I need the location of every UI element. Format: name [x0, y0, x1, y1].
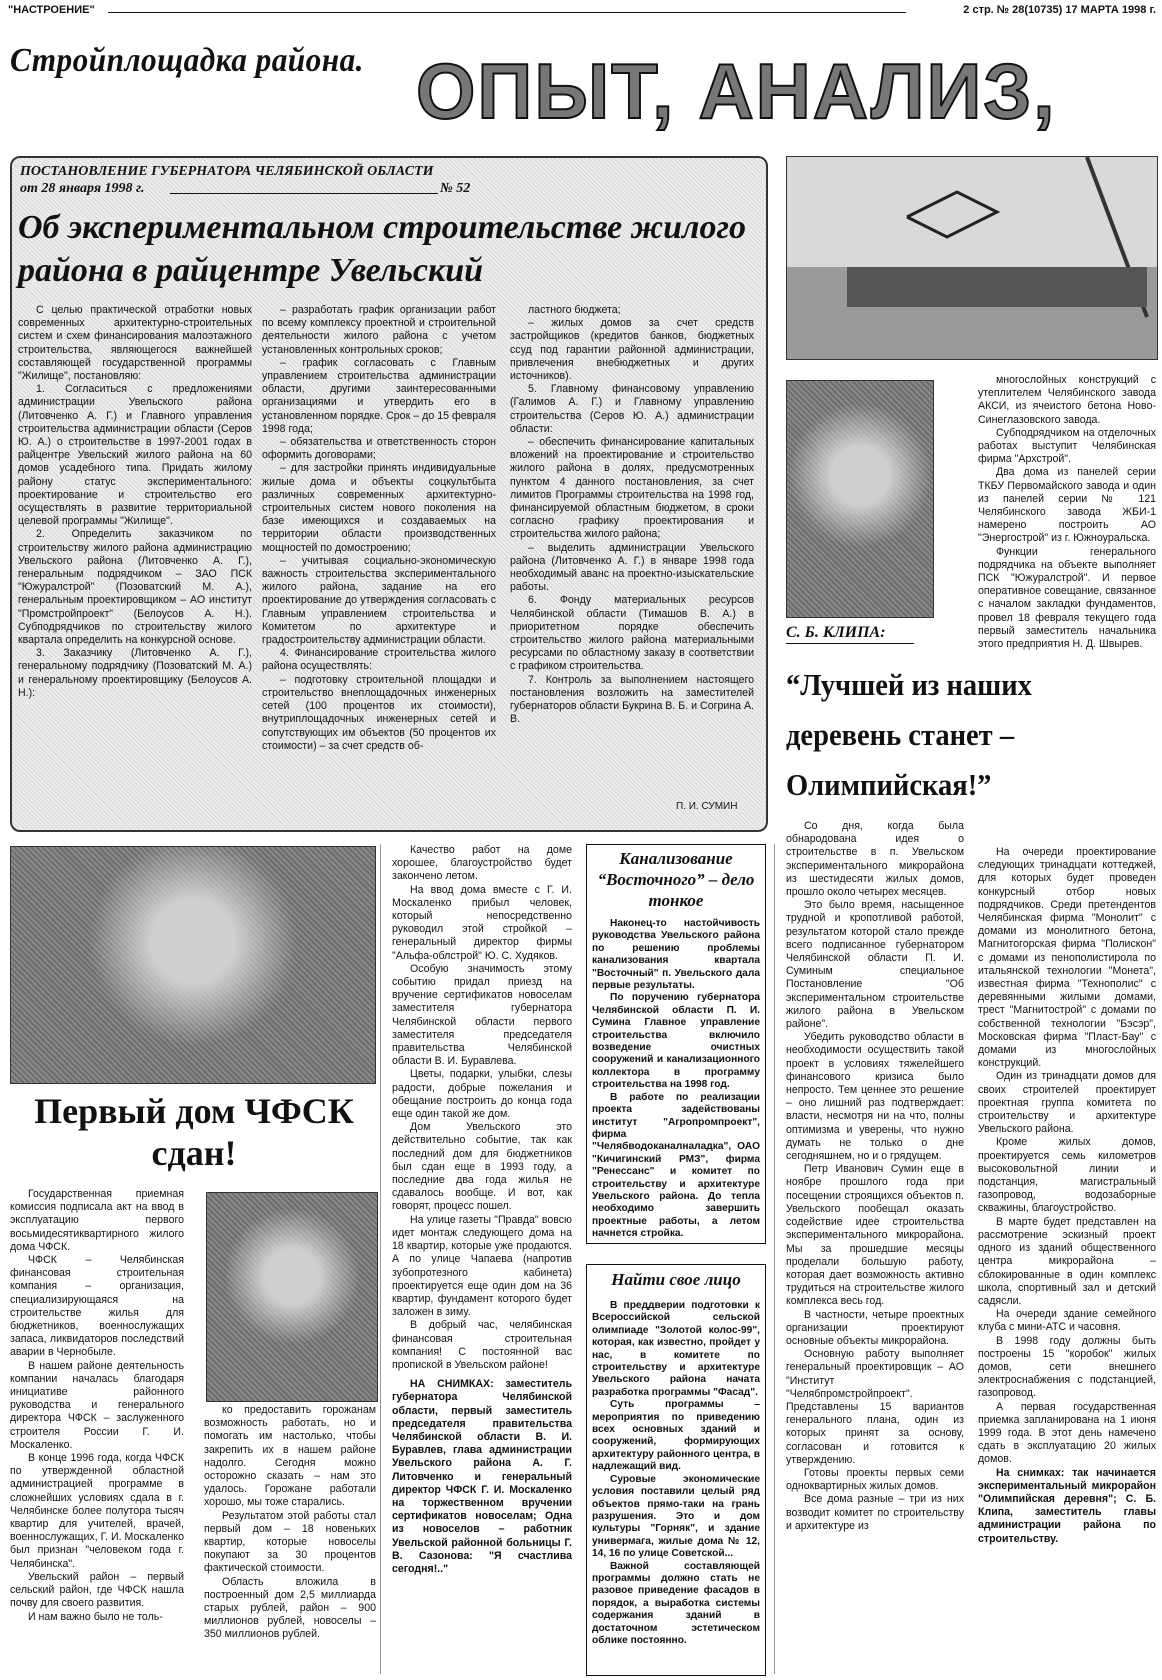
paragraph: В марте будет представлен на рассмотрение эскизный проект одного из зданий общественного центра микрорайона – сблокированные в один комплекс школа, спортивный зал и детский садясли.: [978, 1215, 1156, 1307]
paragraph: Суть программы – мероприятия по приведению всех основных зданий и сооружений, формирующих архитектуру районного центра, в надлежащий вид.: [592, 1399, 760, 1473]
paragraph: На ввод дома вместе с Г. И. Москаленко прибыл человек, который непосредственно руководил этой стройкой – генеральный директор фирмы "Альфа-облстрой" Ю. С. Худяков.: [392, 883, 572, 962]
photo-caption: На снимках: так начинается экспериментальный микрорайон "Олимпийская деревня"; С. Б. Клипа, заместитель главы администрации района по строительству.: [978, 1466, 1156, 1545]
paragraph: Основную работу выполняет генеральный проектировщик – АО "Институт "Челябпромстройпроект". Представлены 15 вариантов генерального плана, один из которых принят за основу, согласован и готовится к утверждению.: [786, 1348, 964, 1466]
column-divider: [774, 844, 775, 1674]
first-house-column-3: [392, 844, 572, 1576]
first-house-column-1: [10, 1188, 184, 1624]
decree-title: Об экспериментальном строительстве жилого района в райцентре Увельский: [18, 209, 746, 289]
paragraph: На очереди здание семейного клуба с мини-АТС и часовня.: [978, 1308, 1156, 1334]
paragraph: Со дня, когда была обнародована идея о строительстве в п. Увельском экспериментального микрорайона из шестидесяти жилых домов, прошло около четырех месяцев.: [786, 820, 964, 899]
decree-heading: ПОСТАНОВЛЕНИЕ ГУБЕРНАТОРА ЧЕЛЯБИНСКОЙ ОБЛАСТИ: [20, 164, 434, 179]
paragraph: В нашем районе деятельность компании началась благодаря инициативе районного руководства и генерального директора ЧФСК – заслуженного строителя России Г. И. Москаленко.: [10, 1359, 184, 1451]
paragraph: Государственная приемная комиссия подписала акт на ввод в эксплуатацию первого восьмидесятиквартирного жилого дома ЧФСК.: [10, 1188, 184, 1253]
paragraph: На улице газеты "Правда" вовсю идет монтаж следующего дома на 18 квартир, которые уже продаются. А по улице Чапаева (напротив зубопротезного кабинета) проектируется еще один дом на 36 квартир, фундамент которого будет заложен в зиму.: [392, 1213, 572, 1319]
column-divider: [380, 844, 381, 1674]
paragraph: В работе по реализации проекта задействованы институт "Агропромпроект", фирма "Челябводоканалналадка", ОАО "Кичигинский РМЗ", фирма "Ренессанс" и комитет по строительству и архитектуре Увельского района. До тепла необходимо завершить проектные работы, а летом начнется стройка.: [592, 1091, 760, 1240]
photo-highlight: [11, 847, 375, 1083]
sewer-title: Канализование “Восточного” – дело тонкое: [597, 849, 755, 910]
paragraph: Качество работ на доме хорошее, благоустройство будет закончено летом.: [392, 844, 572, 883]
paragraph: 6. Фонду материальных ресурсов Челябинской области (Тимашов В. А.) в приоритетном порядке обеспечить строительство жилого района материальными ресурсами по областному заказу в соответствии с графиком строительства.: [510, 594, 754, 673]
paragraph: Это было время, насыщенное трудной и кропотливой работой, результатом которой стало прежде всего подписанное губернатором Челябинской области П. И. Суминым специальное Постановление "Об экспериментальном строительстве жилого района в Увельском районе".: [786, 899, 964, 1031]
paragraph: А первая государственная приемка запланирована на 1 июня 1999 года. В этот день намечено сдать в эксплуатацию 20 жилых домов.: [978, 1400, 1156, 1466]
paragraph: ластного бюджета;: [528, 304, 621, 316]
ceremony-photo: [10, 846, 376, 1084]
klipa-text-b: [786, 820, 964, 1533]
decree-signature: П. И. СУМИН: [676, 801, 738, 812]
headline-line-1: Первый дом ЧФСК: [34, 1091, 354, 1131]
paragraph: 7. Контроль за выполнением настоящего постановления возложить на заместителей губернаторов области Букрина В. Б. и Согрина А. В.: [510, 673, 754, 726]
klipa-caption-rule: [786, 643, 914, 644]
paragraph: – учитывая социально-экономическую важность строительства экспериментального жилого района, задание на его проектирование до утверждения согласовать с Главным управлением строительства и Комитетом по архитектуре и градостроительству администрации области.: [262, 554, 496, 647]
decree-column-3: [510, 304, 754, 727]
decree-column-1: [18, 304, 252, 700]
paragraph: Увельский район – первый сельский район, где ЧФСК нашла почву для своего развития.: [10, 1570, 184, 1610]
paragraph: Область вложила в построенный дом 2,5 миллиарда старых рублей, район – 900 миллионов рублей, новоселы – 350 миллионов рублей.: [204, 1575, 376, 1641]
headline-line-2: сдан!: [151, 1133, 237, 1173]
paragraph: В конце 1996 года, когда ЧФСК по утвержденной областной администрацией программе в сложнейших условиях сдала в г. Челябинске более полутора тысяч квартир для учителей, врачей, военнослужащих, Г. И. Москаленко был признан "человеком года г. Челябинска".: [10, 1452, 184, 1570]
paragraph: – разработать график организации работ по всему комплексу проектной и строительной деятельности жилого района с учетом установленных контрольных сроков;: [262, 304, 496, 356]
paragraph: многослойных конструкций с утеплителем Челябинского завода АКСИ, из ячеистого бетона Ново-Синеглазовского завода.: [978, 374, 1156, 426]
section-name: "НАСТРОЕНИЕ": [8, 4, 95, 16]
paragraph: На очереди проектирование следующих тринадцати коттеджей, для которых будет проведен конкурсный отбор новых подрядчиков. Среди претендентов Челябинская фирма "Монолит" с домами из монолитного бетона, Магнитогорская фирма "Полискон" с домами из пенополистирола по итальянской технологии "Монета", известная фирма "Технополис" с деревянными жилыми домами, трест "Магнитострой" с домами по собственной технологии "Бэсэр", Московская фирма "Пласт-Бау" с домами из многослойных конструкций.: [978, 846, 1156, 1070]
paragraph: 2. Определить заказчиком по строительству жилого района администрацию Увельского района (Литовченко А. Г.), генеральным подрядчиком – ЗАО ПСК "Южуралстрой" (Позоватский М. А.), генеральным проектировщиком – АО институт "Промстройпроект" (Белоусов А. Н.). Субподрядчиков по строительству жилого квартала определить на конкурсной основе.: [18, 528, 252, 647]
face-title: Найти свое лицо: [611, 1270, 741, 1289]
sewer-text: [592, 918, 760, 1241]
klipa-caption: С. Б. КЛИПА:: [786, 624, 886, 641]
paragraph: – для застройки принять индивидуальные жилые дома и объекты соцкультбыта различных современных архитектурно-строительных систем нового поколения на базе имеющихся и создаваемых на территории области производственных мощностей по домостроению;: [262, 462, 496, 554]
paragraph: Субподрядчиком на отделочных работах выступит Челябинская фирма "Архстрой".: [978, 426, 1156, 466]
paragraph: Важной составляющей программы должно стать не разовое приведение фасадов в порядок, а выработка системы содержания зданий в достаточном эстетическом облике постоянно.: [592, 1560, 760, 1646]
decree-number: № 52: [440, 181, 471, 196]
paragraph: Один из тринадцати домов для своих строителей проектирует проектная группа комитета по строительству и архитектуре Увельского района.: [978, 1070, 1156, 1136]
paragraph: ЧФСК – Челябинская финансовая строительная компания – организация, специализирующаяся на строительстве жилья для бюджетников, военнослужащих запаса, ликвидаторов последствий аварии в Чернобыле.: [10, 1254, 184, 1359]
paragraph: Наконец-то настойчивость руководства Увельского района по решению проблемы канализования квартала "Восточный" п. Увельского дала первые результаты.: [592, 918, 760, 992]
crane-illustration: [787, 157, 1157, 359]
paragraph: 4. Финансирование строительства жилого района осуществлять:: [262, 647, 496, 673]
paragraph: Суровые экономические условия поставили целый ряд объектов прямо-таки на грань разрушения. Это и дом культуры "Горняк", и здание универмага, жилые дома № 12, 14, 16 по улице Советской...: [592, 1473, 760, 1560]
masthead-line: [8, 4, 1156, 24]
paragraph: ко предоставить горожанам возможность работать, но и помогать им настолько, чтобы закрепить их в нашем районе надолго. Сегодня можно осторожно сказать – нам это удалось. Горожане работали хорошо, мы тоже старались.: [204, 1404, 376, 1509]
paragraph: – график согласовать с Главным управлением строительства администрации области, другими заинтересованными организациями и утвердить его в установленном порядке. Срок – до 15 февраля 1998 года;: [262, 356, 496, 435]
paragraph: – обязательства и ответственность сторон оформить договорами;: [262, 436, 496, 462]
paragraph: Цветы, подарки, улыбки, слезы радости, добрые пожелания и обещание построить до конца года еще один такой же дом.: [392, 1068, 572, 1121]
header-rule: [108, 12, 906, 13]
klipa-headline: “Лучшей из наших деревень станет – Олимпийская!”: [786, 667, 1032, 802]
paragraph: По поручению губернатора Челябинской области П. И. Сумина Главное управление строительства включило возведение очистных сооружений и канализационного коллектора в программу строительства на 1998 год.: [592, 992, 760, 1091]
rubric-title: Стройплощадка района.: [10, 42, 364, 79]
face-text: [592, 1300, 760, 1647]
paragraph: Готовы проекты первых семи одноквартирных жилых домов.: [786, 1466, 964, 1493]
issue-info: 2 стр. № 28(10735) 17 МАРТА 1998 г.: [963, 4, 1156, 16]
first-house-headline: [14, 1090, 374, 1174]
paragraph: Дом Увельского это действительно событие, так как последний дом для бюджетников был сдан еще в 1993 году, а последние два года жилья не сдавалось вообще. И вот, как говорят, процесс пошел.: [392, 1121, 572, 1213]
paragraph: Результатом этой работы стал первый дом – 18 новеньких квартир, которые новоселы покупают за 30 процентов фактической стоимости.: [204, 1509, 376, 1575]
paragraph: В добрый час, челябинская финансовая строительная компания! С постоянной вас пропиской в Увельском районе!: [392, 1319, 572, 1371]
portrait-highlight: [207, 1193, 377, 1401]
paragraph: Функции генерального подрядчика на объекте выполняет ПСК "Южуралстрой". И первое оперативное совещание, связанное с началом закладки фундаментов, провел 18 февраля текущего года первый заместитель начальника этого предприятия Н. Д. Швырев.: [978, 545, 1156, 651]
paragraph: С целью практической отработки новых современных архитектурно-строительных систем и схем финансирования малоэтажного строительства, являющегося важнейшей составляющей государственной программы "Жилище", постановляю:: [18, 304, 252, 383]
paragraph: В 1998 году должны быть построены 15 "коробок" жилых домов, сети внешнего электроснабжения с подстанцией, газопровод.: [978, 1334, 1156, 1400]
novosel-portrait: [206, 1192, 378, 1402]
paragraph: – обеспечить финансирование капитальных вложений на проектирование и строительство жилого района в долях, предусмотренных пунктом 4 данного постановления, за счет лимитов Программы строительства на 1998 год, финансируемой областным бюджетом, в сроки согласно графику проектирования и строительства жилого района;: [510, 436, 754, 541]
paragraph: И нам важно было не толь-: [28, 1610, 163, 1623]
paragraph: – жилых домов за счет средств застройщиков (кредитов банков, бюджетных ссуд под гарантии районной администрации, привлечения внебюджетных и других источников).: [510, 317, 754, 383]
paragraph: Особую значимость этому событию придал приезд на вручение сертификатов новоселам заместителя губернатора Челябинской области первого заместителя председателя правительства Челябинской области В. И. Буравлева.: [392, 962, 572, 1068]
paragraph: В частности, четыре проектных организации проектируют основные объекты микрорайона.: [786, 1308, 964, 1347]
klipa-portrait: [786, 380, 934, 618]
banner-title: ОПЫТ, АНАЛИЗ,: [416, 47, 1057, 135]
decree-date: от 28 января 1998 г.: [20, 181, 145, 196]
decree-date-rule: [170, 193, 438, 194]
decree-column-2: [262, 304, 496, 753]
paragraph: 3. Заказчику (Литовченко А. Г.), генеральному подрядчику (Позоватский М. А.) и генеральному проектировщику (Белоусов А. Н.):: [18, 647, 252, 699]
first-house-column-2: [204, 1404, 376, 1642]
paragraph: В преддверии подготовки к Всероссийской сельской олимпиаде "Золотой колос-99", которая, как известно, пройдет у нас, в комитете по строительству и архитектуре Увельского района начата разработка программы "Фасад".: [592, 1300, 760, 1398]
paragraph: – выделить администрации Увельского района (Литовченко А. Г.) в январе 1998 года необходимый аванс на проектно-изыскательские работы.: [510, 541, 754, 594]
paragraph: Кроме жилых домов, проектируется семь километров высоковольтной линии и подстанция, магистральный газопровод, водозаборные скважины, благоустройство.: [978, 1136, 1156, 1215]
paragraph: – подготовку строительной площадки и строительство внеплощадочных инженерных сетей (100 процентов их стоимости), внутриплощадочных инженерных сетей и сопутствующих им объектов (50 процентов их стоимости) – за счет средств об-: [262, 673, 496, 752]
paragraph: 1. Согласиться с предложениями администрации Увельского района (Литовченко А. Г.) и Главного управления строительства администрации области (Серов Ю. А.) о строительстве в 1997-2001 годах в райцентре Увельский жилого района на 60 домов усадебного типа. Придать жилому району статус экспериментального: проектирование и строительство его осуществлять в развитие территориальной целевой программы "Жилище".: [18, 383, 252, 528]
portrait-highlight: [787, 381, 933, 617]
paragraph: Петр Иванович Сумин еще в ноябре прошлого года при посещении строящихся объектов п. Увельского пообещал оказать содействие идее строительства экспериментального микрорайона. Мы за прошедшие месяцы проделали большую работу, которая дает возможность активно трудиться на строительстве жилого комплекса весь год.: [786, 1163, 964, 1308]
construction-photo: [786, 156, 1158, 360]
klipa-text-c: [978, 846, 1156, 1546]
paragraph: Убедить руководство области в необходимости осуществить такой проект в условиях тяжелейшего финансового кризиса было непросто. Тем ценнее это решение – оно лишний раз подтверждает: власти, несмотря ни на что, полны оптимизма и уверены, что нужно думать не только о дне сегодняшнем, но и о грядущем.: [786, 1031, 964, 1163]
paragraph: Два дома из панелей серии ТКБУ Первомайского завода и один из панелей серии № 121 Челябинского завода ЖБИ-1 намерено построить АО "Энергострой" из г. Южноуральска.: [978, 466, 1156, 545]
paragraph: Все дома разные – три из них возводит комитет по строительству и архитектуре из: [786, 1493, 964, 1532]
paragraph: 5. Главному финансовому управлению (Галимов А. Г.) и Главному управлению строительства (Серов Ю. А.) администрации области:: [510, 383, 754, 435]
photo-caption: НА СНИМКАХ: заместитель губернатора Челябинской области, первый заместитель председателя правительства Челябинской области В. И. Буравлев, глава администрации Увельского района А. Г. Литовченко и генеральный директор ЧФСК Г. И. Москаленко на торжественном вручении сертификатов новоселам; Одна из новоселов – работник Увельской районной больницы Г. В. Сазонова: "Я счастлива сегодня!..": [392, 1378, 572, 1575]
klipa-text-a: [978, 374, 1156, 651]
